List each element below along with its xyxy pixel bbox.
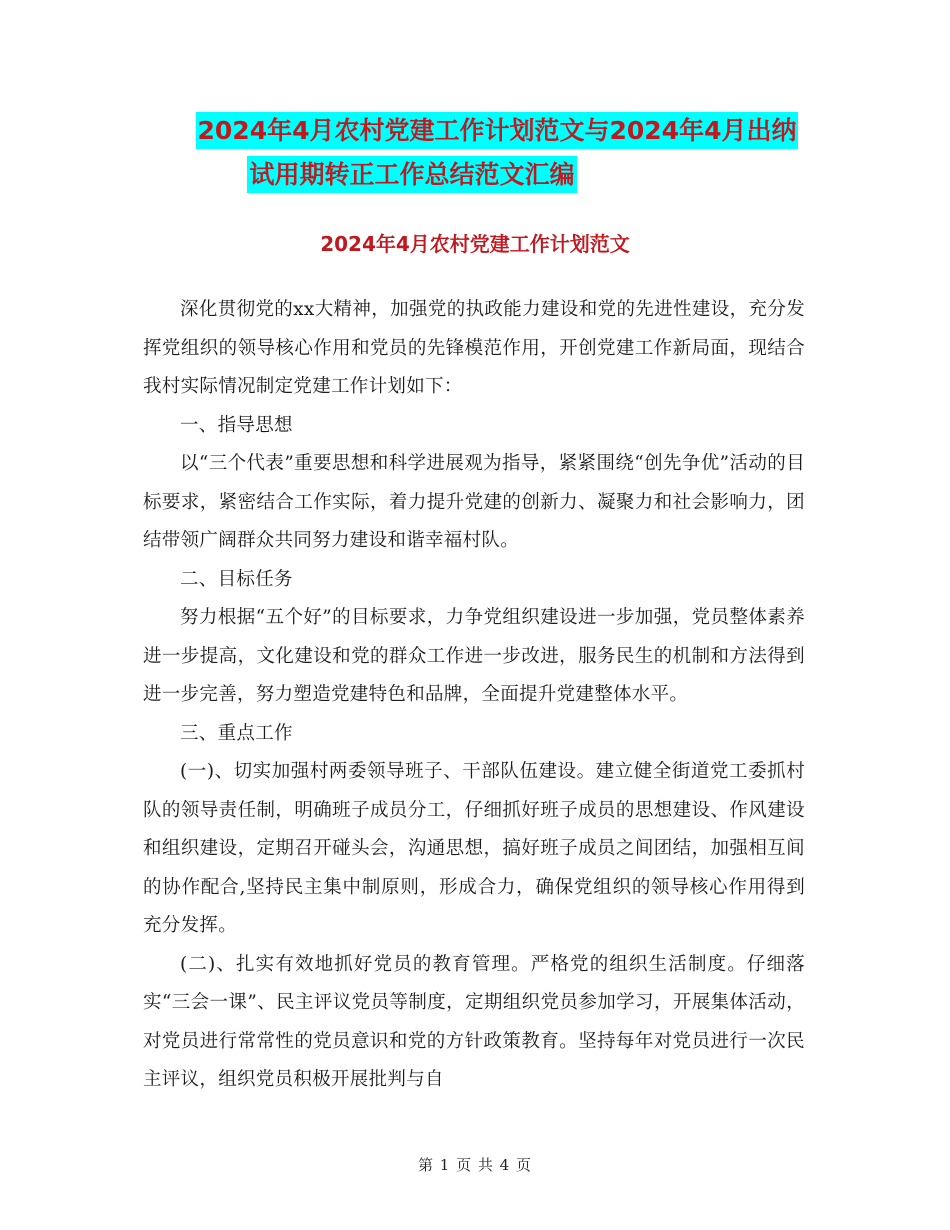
paragraph-guiding-ideology: 以“三个代表”重要思想和科学进展观为指导，紧紧围绕“创先争优”活动的目标要求，紧密结合工作实际，着力提升党建的创新力、凝聚力和社会影响力，团结带领广阔群众共同努力建设和谐幸福村队。 (143, 453, 805, 551)
document-title-line-1 (22, 118, 950, 143)
paragraph-intro: 深化贯彻党的xx大精神，加强党的执政能力建设和党的先进性建设，充分发挥党组织的领导核心作用和党员的先锋模范作用，开创党建工作新局面，现结合我村实际情况制定党建工作计划如下： (143, 299, 805, 397)
section-title: 2024年4月农村党建工作计划范文 (320, 232, 630, 256)
paragraph-key-work-1: (一)、切实加强村两委领导班子、干部队伍建设。建立健全街道党工委抓村队的领导责任制，明确班子成员分工，仔细抓好班子成员的思想建设、作风建设和组织建设，定期召开碰头会，沟通思想，搞好班子成员之间团结，加强相互间的协作配合,坚持民主集中制原则，形成合力，确保党组织的领导核心作用得到充分发挥。 (143, 761, 805, 936)
heading-guiding-ideology: 一、指导思想 (180, 414, 293, 436)
highlighted-title-text-1: 2024年4月农村党建工作计划范文与2024年4月出纳 (196, 112, 799, 149)
paragraph-key-work-2: (二)、扎实有效地抓好党员的教育管理。严格党的组织生活制度。仔细落实“三会一课”、民主评议党员等制度，定期组织党员参加学习，开展集体活动，对党员进行常常性的党员意识和党的方针政策教育。坚持每年对党员进行一次民主评议，组织党员积极开展批判与自 (143, 953, 805, 1090)
document-title-line-2 (0, 162, 887, 187)
page-number-footer: 第 1 页 共 4 页 (418, 1156, 532, 1174)
highlighted-title-text-2: 试用期转正工作总结范文汇编 (247, 156, 576, 193)
heading-key-work: 三、重点工作 (180, 722, 293, 744)
heading-goals: 二、目标任务 (180, 568, 293, 590)
document-body (143, 291, 805, 1100)
paragraph-goals: 努力根据“五个好”的目标要求，力争党组织建设进一步加强，党员整体素养进一步提高，文化建设和党的群众工作进一步改进，服务民生的机制和方法得到进一步完善，努力塑造党建特色和品牌，全面提升党建整体水平。 (143, 607, 805, 705)
